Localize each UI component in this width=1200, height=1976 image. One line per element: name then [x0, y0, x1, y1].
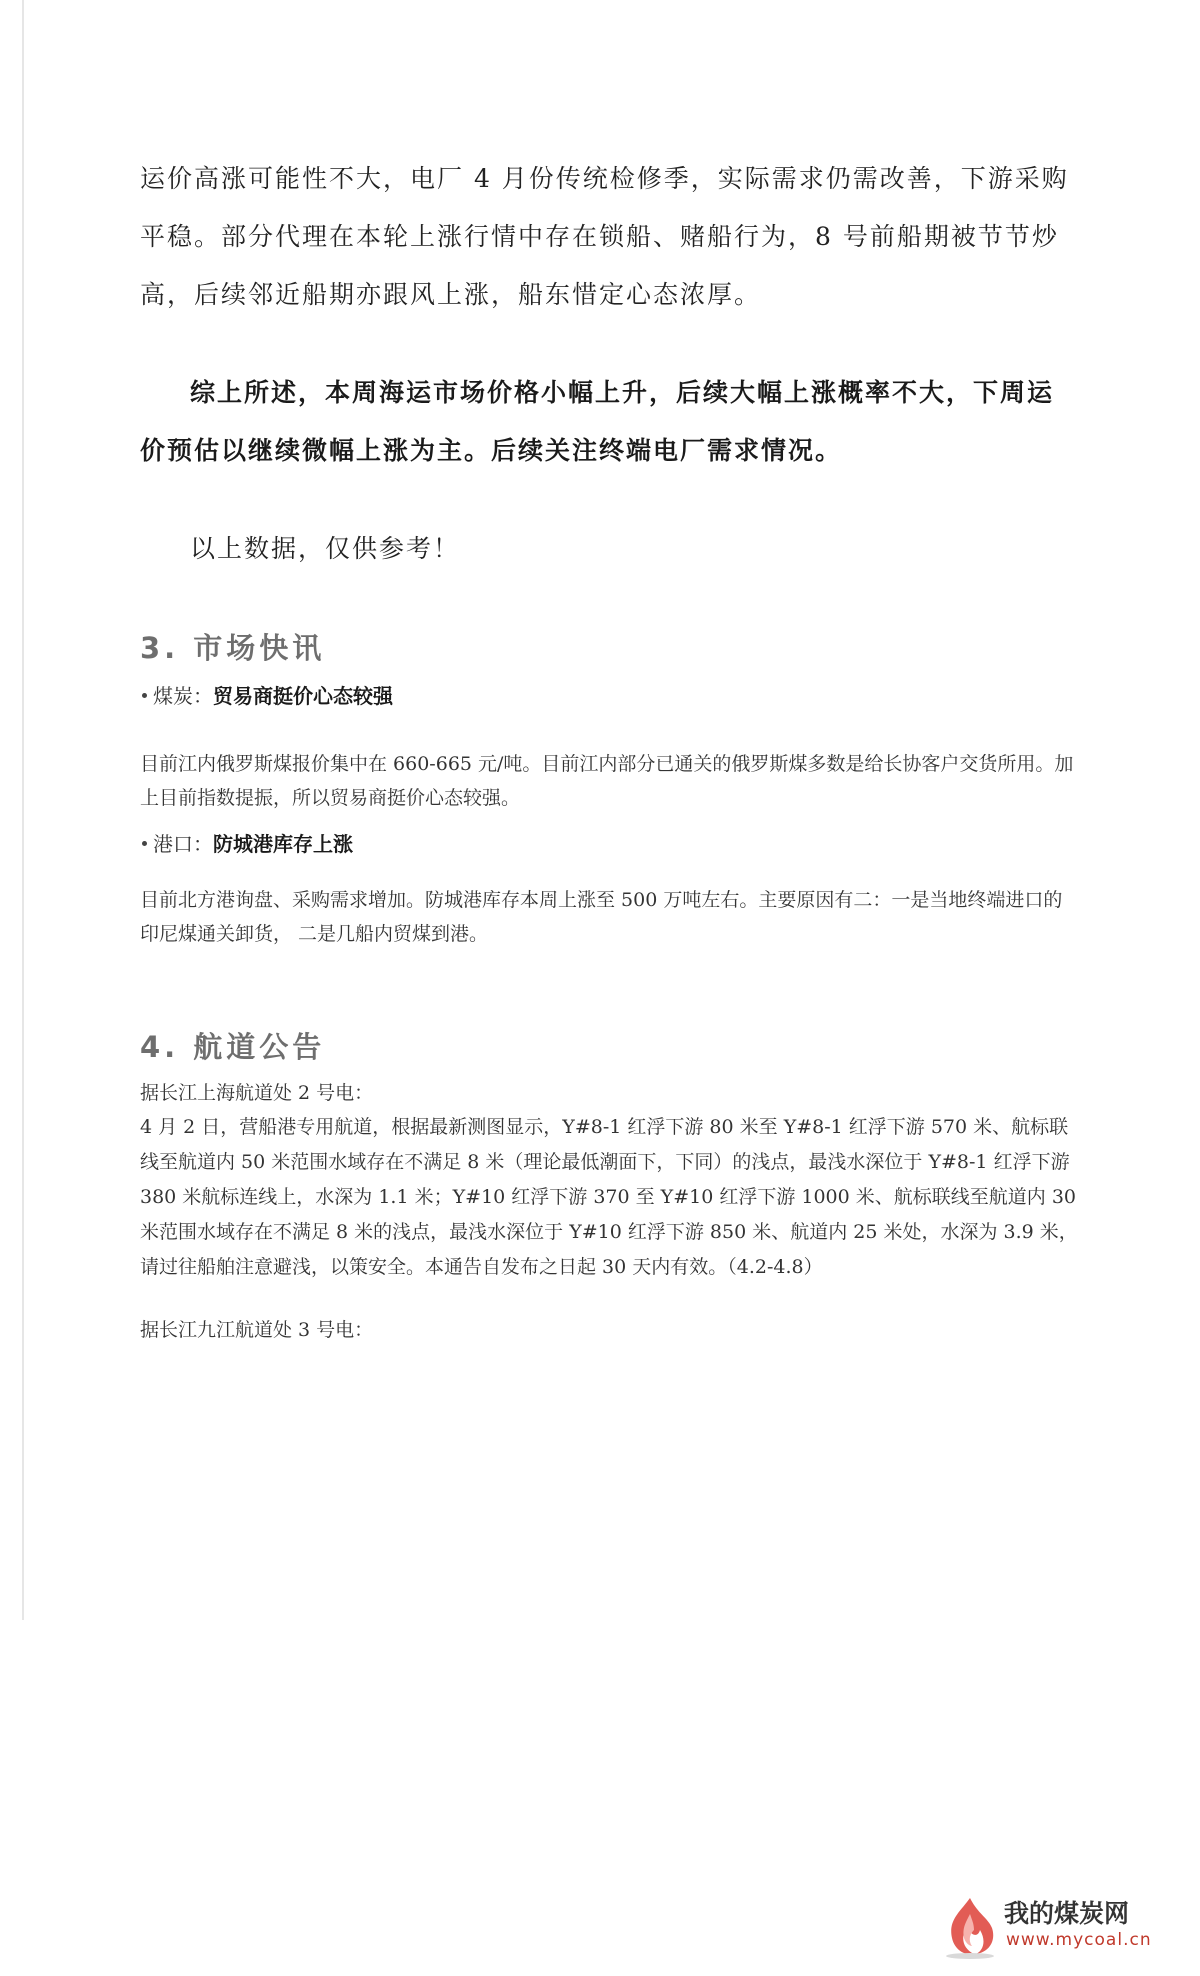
bullet-dot-icon	[142, 841, 147, 846]
item-label: 港口：	[153, 832, 213, 856]
bullet-line	[140, 829, 1080, 859]
item-headline: 贸易商挺价心态较强	[213, 684, 393, 708]
notice-1-source: 据长江上海航道处 2 号电：	[140, 1082, 374, 1104]
section-3-title: 3. 市场快讯	[140, 631, 326, 665]
summary-paragraph: 综上所述，本周海运市场价格小幅上升，后续大幅上涨概率不大，下周运价预估以继续微幅上涨为主。后续关注终端电厂需求情况。	[140, 378, 1055, 465]
item-headline: 防城港库存上涨	[213, 832, 353, 856]
document-content	[140, 150, 1080, 1347]
market-news-item-port	[140, 829, 1080, 951]
flame-logo-icon	[940, 1894, 1000, 1960]
bullet-line	[140, 681, 1080, 711]
item-body: 目前江内俄罗斯煤报价集中在 660-665 元/吨。目前江内部分已通关的俄罗斯煤多数是给长协客户交货所用。加上目前指数提振，所以贸易商挺价心态较强。	[140, 753, 1074, 809]
market-news-item-coal	[140, 681, 1080, 815]
watermark-url: www.mycoal.cn	[1006, 1930, 1152, 1950]
bullet-dot-icon	[142, 693, 147, 698]
item-label: 煤炭：	[153, 684, 213, 708]
notice-1-body: 4 月 2 日，营船港专用航道，根据最新测图显示，Y#8-1 红浮下游 80 米至 Y#8-1 红浮下游 570 米、航标联线至航道内 50 米范围水域存在不满足 8 米（理论最低潮面下，下同）的浅点，最浅水深位于 Y#8-1 红浮下游 380 米航标连线上，水深为 1.1 米；Y#10 红浮下游 370 至 Y#10 红浮下游 1000 米、航标联线至航道内 30 米范围水域存在不满足 8 米的浅点，最浅水深位于 Y#10 红浮下游 850 米、航道内 25 米处，水深为 3.9 米，请过往船舶注意避浅，以策安全。本通告自发布之日起 30 天内有效。（4.2-4.8）	[140, 1116, 1078, 1278]
intro-paragraph: 运价高涨可能性不大，电厂 4 月份传统检修季，实际需求仍需改善，下游采购平稳。部分代理在本轮上涨行情中存在锁船、赌船行为，8 号前船期被节节炒高，后续邻近船期亦跟风上涨，船东惜定心态浓厚。	[140, 164, 1069, 309]
page-edge-line	[22, 0, 24, 1620]
watermark-logo	[940, 1894, 1180, 1964]
disclaimer-text: 以上数据，仅供参考！	[190, 534, 461, 563]
item-body: 目前北方港询盘、采购需求增加。防城港库存本周上涨至 500 万吨左右。主要原因有二：一是当地终端进口的印尼煤通关卸货， 二是几船内贸煤到港。	[140, 889, 1063, 945]
section-4-title: 4. 航道公告	[140, 1030, 326, 1064]
notice-2-source: 据长江九江航道处 3 号电：	[140, 1319, 374, 1341]
watermark-brand: 我的煤炭网	[1004, 1899, 1130, 1928]
